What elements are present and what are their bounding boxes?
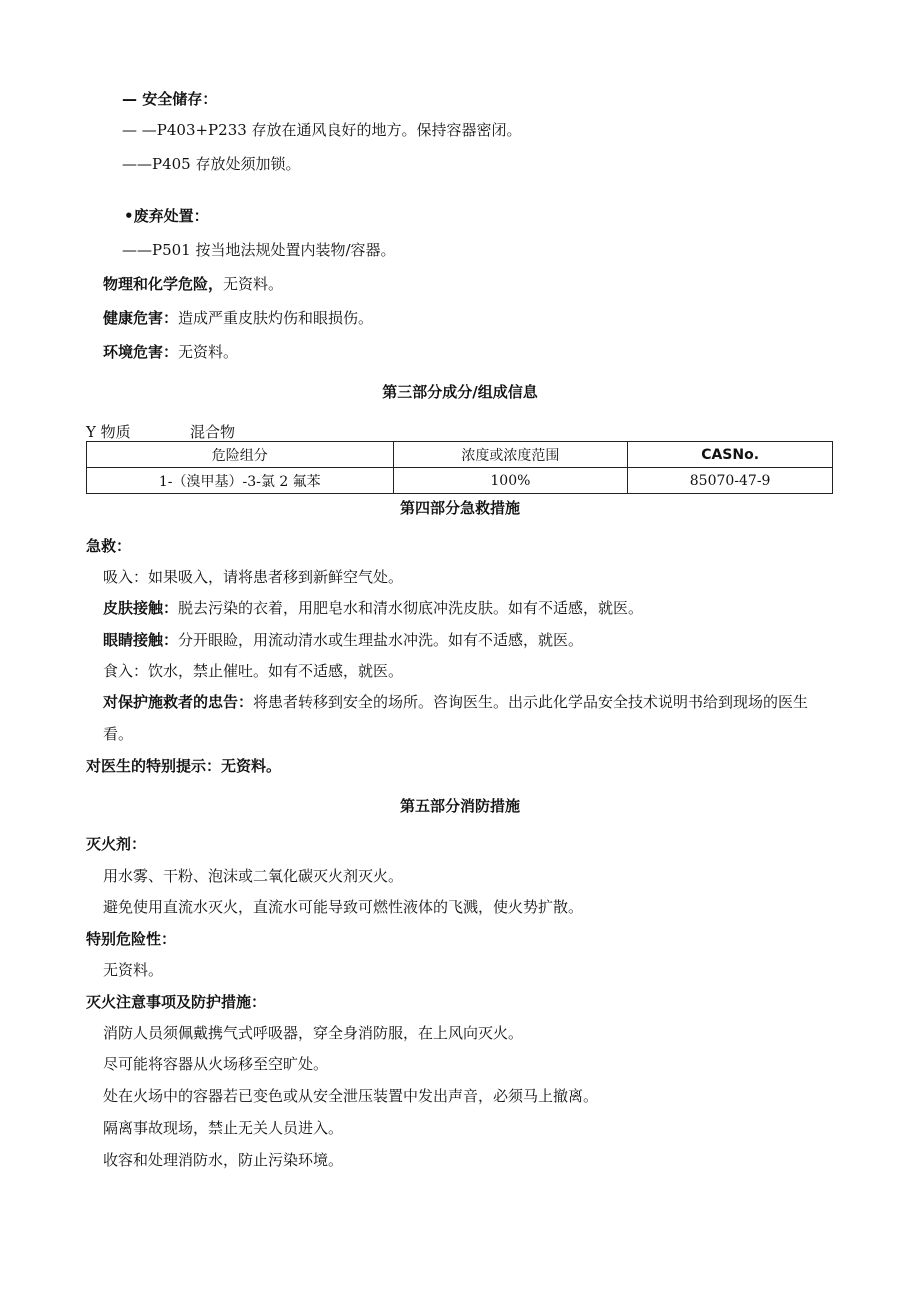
section4-title: 第四部分急救措施	[399, 499, 520, 517]
rescuer-text-cont: 看。	[103, 725, 134, 743]
composition-table	[86, 441, 833, 494]
table-header-row	[87, 442, 833, 468]
eye-text: 分开眼睑，用流动清水或生理盐水冲洗。如有不适感，就医。	[178, 631, 584, 649]
skin-label: 皮肤接触：	[103, 599, 179, 617]
rescuer-label: 对保护施救者的忠告：	[103, 693, 254, 711]
table-cell: 1-（溴甲基）-3-氯 2 氟苯	[87, 468, 394, 494]
inhale-text: 吸入：如果吸入，请将患者移到新鲜空气处。	[103, 568, 404, 586]
health-hazard	[103, 308, 373, 328]
precaution-item: 隔离事故现场，禁止无关人员进入。	[103, 1119, 344, 1137]
storage-item: — —P403+P233 存放在通风良好的地方。保持容器密闭。	[122, 121, 522, 139]
table-row	[87, 468, 833, 494]
doctor-note: 对医生的特别提示：无资料。	[86, 757, 282, 775]
physchem-label: 物理和化学危险，	[103, 275, 224, 293]
storage-heading: — 安全储存：	[122, 90, 218, 108]
agent-item: 用水雾、干粉、泡沫或二氧化碳灭火剂灭火。	[103, 867, 404, 885]
precaution-item: 消防人员须佩戴携气式呼吸器，穿全身消防服，在上风向灭火。	[103, 1024, 524, 1042]
disposal-heading: •废弃处置：	[124, 207, 209, 225]
table-cell: 100%	[393, 468, 628, 494]
column-header: 浓度或浓度范围	[393, 442, 628, 468]
env-label: 环境危害：	[103, 343, 179, 361]
rescuer-text: 将患者转移到安全的场所。咨询医生。出示此化学品安全技术说明书给到现场的医生	[253, 693, 809, 711]
precaution-item: 处在火场中的容器若已变色或从安全泄压装置中发出声音，必须马上撤离。	[103, 1087, 599, 1105]
health-label: 健康危害：	[103, 309, 179, 327]
special-hazard-item: 无资料。	[103, 961, 164, 979]
precaution-item: 收容和处理消防水，防止污染环境。	[103, 1151, 344, 1169]
substance-type-label: Y 物质	[86, 423, 131, 441]
substance-type-value: 混合物	[190, 423, 236, 441]
column-header: CASNo.	[628, 442, 833, 468]
precaution-item: 尽可能将容器从火场移至空旷处。	[103, 1055, 329, 1073]
eye-label: 眼睛接触：	[103, 631, 179, 649]
eye-contact	[103, 630, 583, 650]
physchem-text: 无资料。	[223, 275, 284, 293]
table-cell: 85070-47-9	[628, 468, 833, 494]
special-hazard-label: 特别危险性：	[86, 930, 177, 948]
firstaid-label: 急救：	[86, 537, 132, 555]
disposal-item: ——P501 按当地法规处置内装物/容器。	[122, 241, 396, 259]
agent-label: 灭火剂：	[86, 835, 147, 853]
column-header: 危险组分	[87, 442, 394, 468]
skin-text: 脱去污染的衣着，用肥皂水和清水彻底冲洗皮肤。如有不适感，就医。	[178, 599, 644, 617]
env-text: 无资料。	[178, 343, 239, 361]
physchem-hazard	[103, 274, 283, 294]
ingest-text: 食入：饮水，禁止催吐。如有不适感，就医。	[103, 662, 404, 680]
storage-item: ——P405 存放处须加锁。	[122, 155, 301, 173]
precaution-label: 灭火注意事项及防护措施：	[86, 993, 267, 1011]
health-text: 造成严重皮肤灼伤和眼损伤。	[178, 309, 374, 327]
section5-title: 第五部分消防措施	[399, 797, 520, 815]
agent-item: 避免使用直流水灭火，直流水可能导致可燃性液体的飞溅，使火势扩散。	[103, 898, 584, 916]
env-hazard	[103, 342, 238, 362]
skin-contact	[103, 598, 643, 618]
rescuer-advice	[103, 692, 808, 712]
section3-title: 第三部分成分/组成信息	[382, 383, 538, 401]
